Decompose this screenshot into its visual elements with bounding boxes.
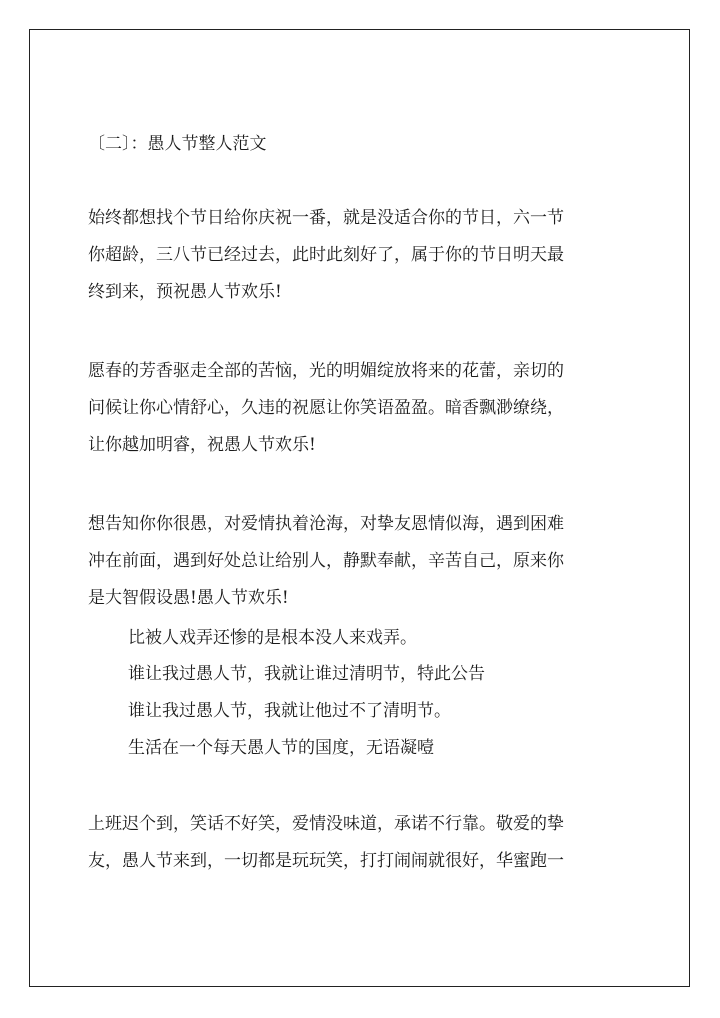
- paragraph-line: 让你越加明睿，祝愚人节欢乐!: [88, 435, 316, 455]
- paragraph-line: 冲在前面，遇到好处总让给别人，静默奉献，辛苦自己，原来你: [88, 551, 564, 571]
- indented-line: 谁让我过愚人节，我就让谁过清明节，特此公告: [128, 664, 485, 684]
- paragraph-line: 是大智假设愚!愚人节欢乐!: [88, 588, 289, 608]
- indented-line: 生活在一个每天愚人节的国度，无语凝噎: [128, 738, 434, 758]
- paragraph-2: [88, 353, 648, 464]
- paragraph-line: 终到来，预祝愚人节欢乐!: [88, 282, 282, 302]
- paragraph-line: 愿春的芳香驱走全部的苦恼，光的明媚绽放将来的花蕾，亲切的: [88, 361, 564, 381]
- paragraph-line: 想告知你你很愚，对爱情执着沧海，对挚友恩情似海，遇到困难: [88, 514, 564, 534]
- paragraph-line: 你超龄，三八节已经过去，此时此刻好了，属于你的节日明天最: [88, 245, 564, 265]
- paragraph-4: [88, 806, 648, 880]
- indented-line: 比被人戏弄还惨的是根本没人来戏弄。: [128, 628, 417, 648]
- paragraph-1: [88, 200, 648, 311]
- paragraph-line: 始终都想找个节日给你庆祝一番，就是没适合你的节日，六一节: [88, 208, 564, 228]
- indented-line: 谁让我过愚人节，我就让他过不了清明节。: [128, 701, 451, 721]
- section-heading: 〔二〕：愚人节整人范文: [88, 134, 267, 154]
- paragraph-line: 友，愚人节来到，一切都是玩玩笑，打打闹闹就很好，华蜜跑一: [88, 851, 564, 871]
- paragraph-line: 问候让你心情舒心，久违的祝愿让你笑语盈盈。暗香飘渺缭绕，: [88, 398, 564, 418]
- paragraph-line: 上班迟个到，笑话不好笑，爱情没味道，承诺不行靠。敬爱的挚: [88, 814, 564, 834]
- paragraph-3: [88, 506, 648, 617]
